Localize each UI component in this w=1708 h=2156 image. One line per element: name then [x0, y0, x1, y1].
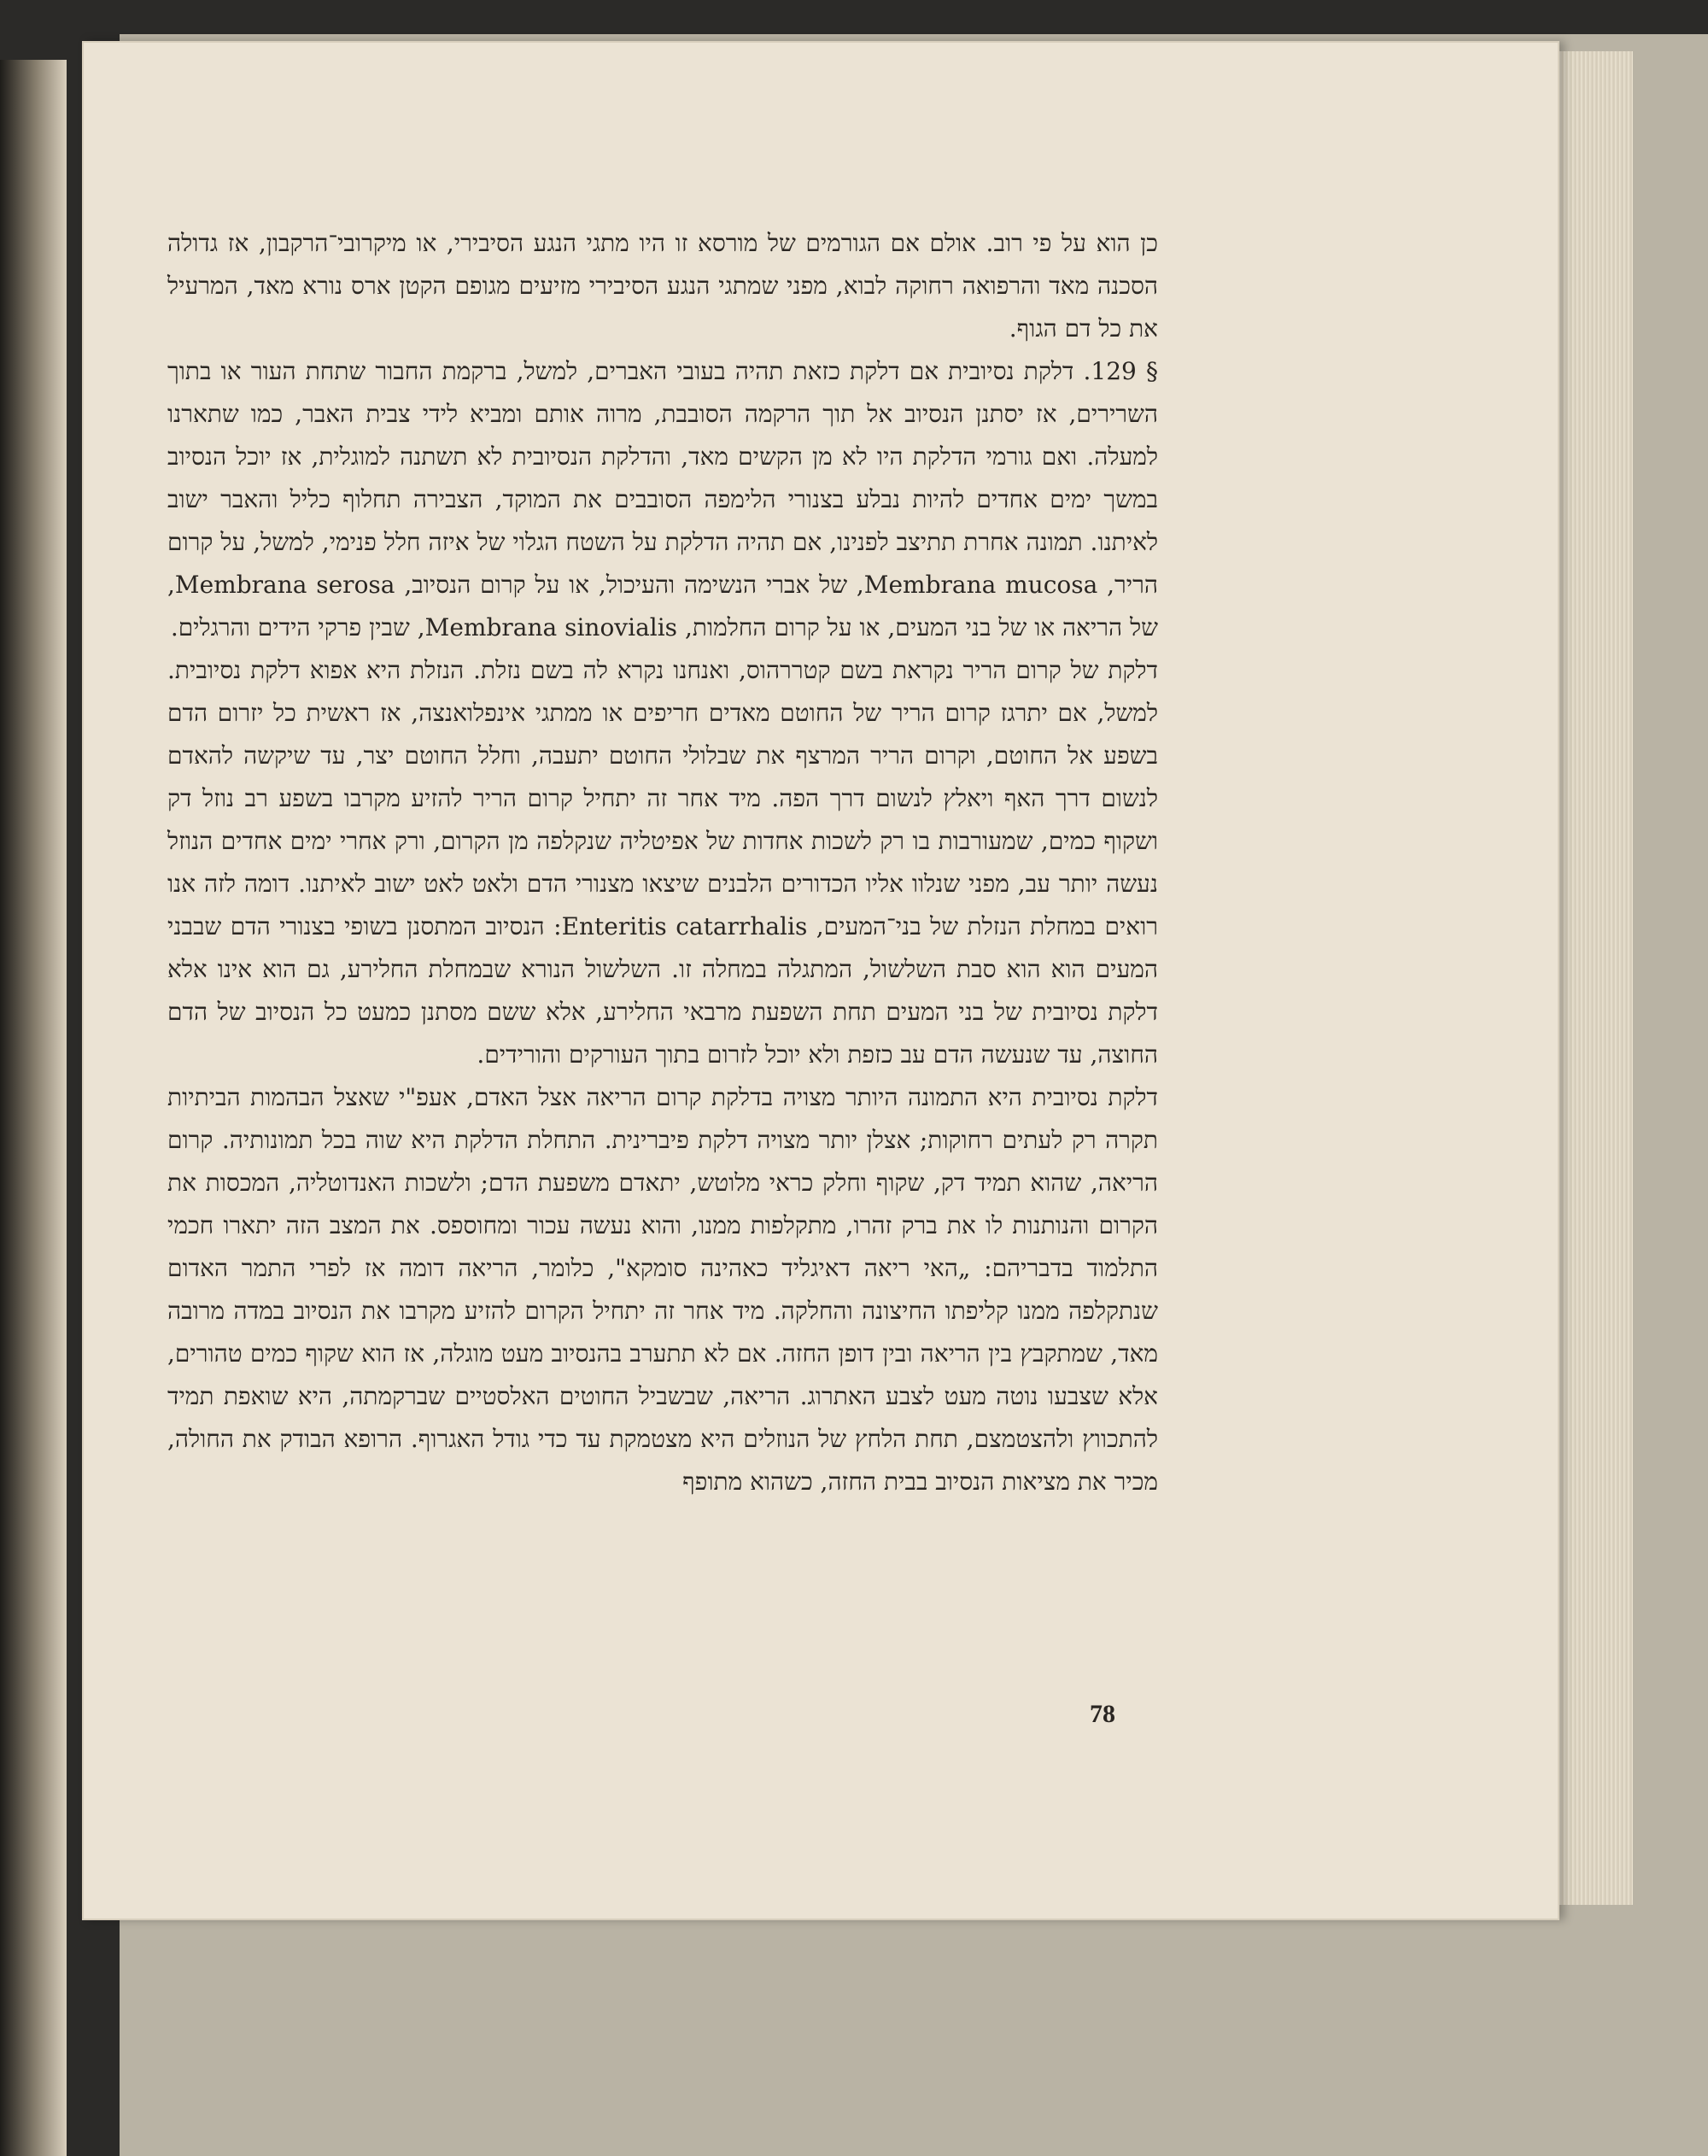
left-page-edge: [0, 60, 67, 2156]
paragraph-3: דלקת של קרום הריר נקראת בשם קטררהוס, ואנחנו נקרא לה בשם נזלת. הנזלת היא אפוא דלקת נסיובית. למשל, אם יתרגז קרום הריר של החוטם מאדים חריפים או ממתגי אינפלואנצה, אז ראשית כל יזרום הדם בשפע אל החוטם, וקרום הריר המרצף את שבלולי החוטם יתעבה, וחלל החוטם יצר, עד שיקשה להאדם לנשום דרך האף ויאלץ לנשום דרך הפה. מיד אחר זה יתחיל קרום הריר להזיע מקרבו בשפע רב נוזל דק ושקוף כמים, שמעורבות בו רק לשכות אחדות של אפיטליה שנקלפה מן הקרום, ורק אחרי ימים אחדים הנוזל נעשה יותר עב, מפני שנלוו אליו הכדורים הלבנים שיצאו מצנורי הדם ולאט לאט ישוב לאיתנו. דומה לזה אנו רואים במחלת הנזלת של בני־המעים, Enteritis catarrhalis: הנסיוב המתסנן בשופי בצנורי הדם שבבני המעים הוא הוא סבת השלשול, המתגלה במחלה זו. השלשול הנורא שבמחלת החלירע, גם הוא אינו אלא דלקת נסיובית של בני המעים תחת השפעת מרבאי החלירע, אלא ששם מסתנן כמעט כל הנסיוב של הדם החוצה, עד שנעשה הדם עב כזפת ולא יוכל לזרום בתוך העורקים והורידים.: [167, 656, 1158, 1069]
page-body-text: [167, 222, 1158, 1503]
page-number: 78: [1090, 1700, 1115, 1728]
paragraph-1: כן הוא על פי רוב. אולם אם הגורמים של מורסא זו היו מתגי הנגע הסיבירי, או מיקרובי־הרקבון, אז גדולה הסכנה מאד והרפואה רחוקה לבוא, מפני שמתגי הנגע הסיבירי מזיעים מגופם הקטן ארס נורא מאד, המרעיל את כל דם הגוף.: [167, 229, 1158, 343]
paragraph-2: § 129. דלקת נסיובית אם דלקת כזאת תהיה בעובי האברים, למשל, ברקמת החבור שתחת העור או בתוך השרירים, אז יסתנן הנסיוב אל תוך הרקמה הסובבת, מרוה אותם ומביא לידי צבית האבר, כמו שתארנו למעלה. ואם גורמי הדלקת היו לא מן הקשים מאד, והדלקת הנסיובית לא תשתנה למוגלית, אז יוכל הנסיוב במשך ימים אחדים להיות נבלע בצנורי הלימפה הסובבים את המוקד, הצבירה תחלוף כליל והאבר ישוב לאיתנו. תמונה אחרת תתיצב לפנינו, אם תהיה הדלקת על השטח הגלוי של איזה חלל פנימי, למשל, על קרום הריר, Membrana mucosa, של אברי הנשימה והעיכול, או על קרום הנסיוב, Membrana serosa, של הריאה או של בני המעים, או על קרום החלמות, Membrana sinovialis, שבין פרקי הידים והרגלים.: [167, 357, 1159, 642]
paragraph-4: דלקת נסיובית היא התמונה היותר מצויה בדלקת קרום הריאה אצל האדם, אעפ"י שאצל הבהמות הביתיות תקרה רק לעתים רחוקות; אצלן יותר מצויה דלקת פיברינית. התחלת הדלקת היא שוה בכל תמונותיה. קרום הריאה, שהוא תמיד דק, שקוף וחלק כראי מלוטש, יתאדם משפעת הדם; ולשכות האנדוטליה, המכסות את הקרום והנותנות לו את ברק זהרו, מתקלפות ממנו, והוא נעשה עכור ומחוספס. את המצב הזה יתארו חכמי התלמוד בדבריהם: „האי ריאה דאיגליד כאהינה סומקא", כלומר, הריאה דומה אז לפרי התמר האדום שנתקלפה ממנו קליפתו החיצונה והחלקה. מיד אחר זה יתחיל הקרום להזיע מקרבו את הנסיוב במדה מרובה מאד, שמתקבץ בין הריאה ובין דופן החזה. אם לא תתערב בהנסיוב מעט מוגלה, אז הוא שקוף כמים טהורים, אלא שצבעו נוטה מעט לצבע האתרוג. הריאה, שבשביל החוטים האלסטיים שברקמתה, היא שואפת תמיד להתכווץ ולהצטמצם, תחת הלחץ של הנוזלים היא מצטמקת עד כדי גודל האגרוף. הרופא הבודק את החולה, מכיר את מציאות הנסיוב בבית החזה, כשהוא מתופף: [167, 1083, 1158, 1496]
